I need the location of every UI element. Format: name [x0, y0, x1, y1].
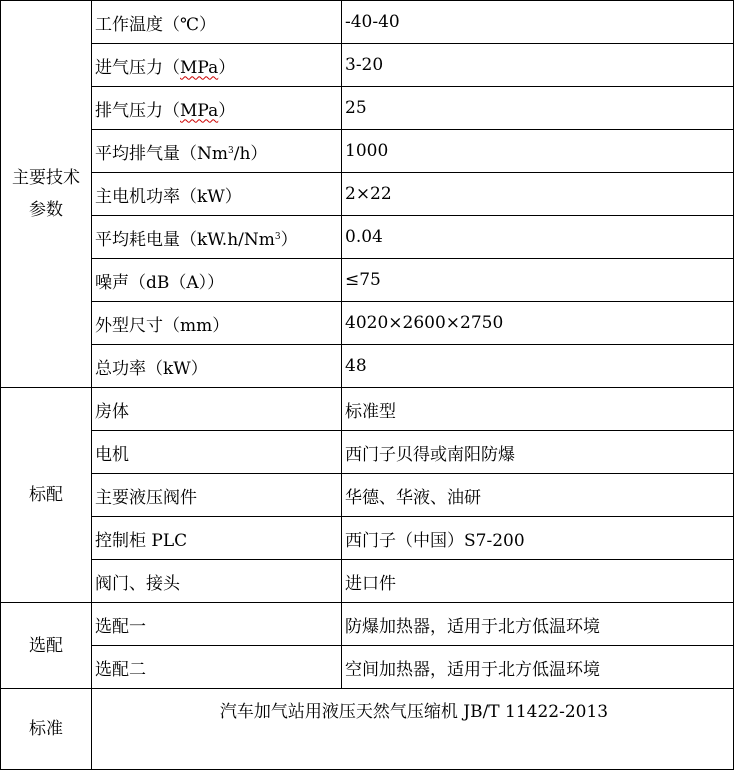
item-name: 电机 [92, 431, 342, 474]
param-name-text: 进气压力（ [95, 57, 180, 78]
table-row [1, 388, 734, 431]
item-value: 华德、华液、油研 [342, 474, 734, 517]
item-name: 选配一 [92, 603, 342, 646]
table-row [1, 216, 734, 259]
param-name-text: ） [280, 229, 298, 250]
item-value: 空间加热器，适用于北方低温环境 [342, 646, 734, 689]
table-row [1, 689, 734, 770]
item-value: 防爆加热器，适用于北方低温环境 [342, 603, 734, 646]
param-value: 1000 [342, 130, 734, 173]
param-name: 主电机功率（kW） [92, 173, 342, 216]
param-value: 4020×2600×2750 [342, 302, 734, 345]
param-value: 48 [342, 345, 734, 388]
param-name-text: 排气压力（ [95, 100, 180, 121]
table-row [1, 646, 734, 689]
param-value: 3-20 [342, 44, 734, 87]
param-name [92, 44, 342, 87]
item-value: 进口件 [342, 560, 734, 603]
item-name: 控制柜 PLC [92, 517, 342, 560]
item-name: 阀门、接头 [92, 560, 342, 603]
param-name: 总功率（kW） [92, 345, 342, 388]
param-value: 0.04 [342, 216, 734, 259]
param-name: 外型尺寸（mm） [92, 302, 342, 345]
param-name: 噪声（dB（A）） [92, 259, 342, 302]
table-row [1, 474, 734, 517]
group-label-line: 参数 [29, 200, 63, 220]
param-name [92, 87, 342, 130]
group-label-line: 主要技术 [12, 168, 80, 188]
group-label-standard: 标准 [1, 689, 92, 770]
table-row [1, 560, 734, 603]
item-value: 西门子贝得或南阳防爆 [342, 431, 734, 474]
standard-value: 汽车加气站用液压天然气压缩机 JB/T 11422-2013 [92, 689, 734, 770]
item-name: 房体 [92, 388, 342, 431]
table-row [1, 302, 734, 345]
table-row [1, 130, 734, 173]
param-unit: MPa [180, 100, 219, 121]
param-name-text: 平均排气量（Nm [95, 143, 228, 164]
table-row [1, 44, 734, 87]
param-name-text: ） [218, 57, 236, 78]
param-value: -40-40 [342, 1, 734, 44]
item-value: 西门子（中国）S7-200 [342, 517, 734, 560]
item-value: 标准型 [342, 388, 734, 431]
group-label-standard-config: 标配 [1, 388, 92, 603]
superscript: 3 [228, 145, 234, 156]
param-value: 25 [342, 87, 734, 130]
group-label-tech-params [1, 1, 92, 388]
param-name: 工作温度（℃） [92, 1, 342, 44]
table-row [1, 603, 734, 646]
table-row [1, 173, 734, 216]
param-name [92, 130, 342, 173]
table-row [1, 517, 734, 560]
table-row [1, 431, 734, 474]
param-name [92, 216, 342, 259]
param-name-text: ） [218, 100, 236, 121]
param-name-text: /h） [233, 143, 268, 164]
param-value: ≤75 [342, 259, 734, 302]
item-name: 主要液压阀件 [92, 474, 342, 517]
table-row [1, 87, 734, 130]
param-value: 2×22 [342, 173, 734, 216]
item-name: 选配二 [92, 646, 342, 689]
group-label-optional-config: 选配 [1, 603, 92, 689]
param-unit: MPa [180, 57, 219, 78]
table-row [1, 345, 734, 388]
table-row [1, 259, 734, 302]
table-row [1, 1, 734, 44]
param-name-text: 平均耗电量（kW.h/Nm [95, 229, 275, 250]
superscript: 3 [274, 231, 281, 242]
